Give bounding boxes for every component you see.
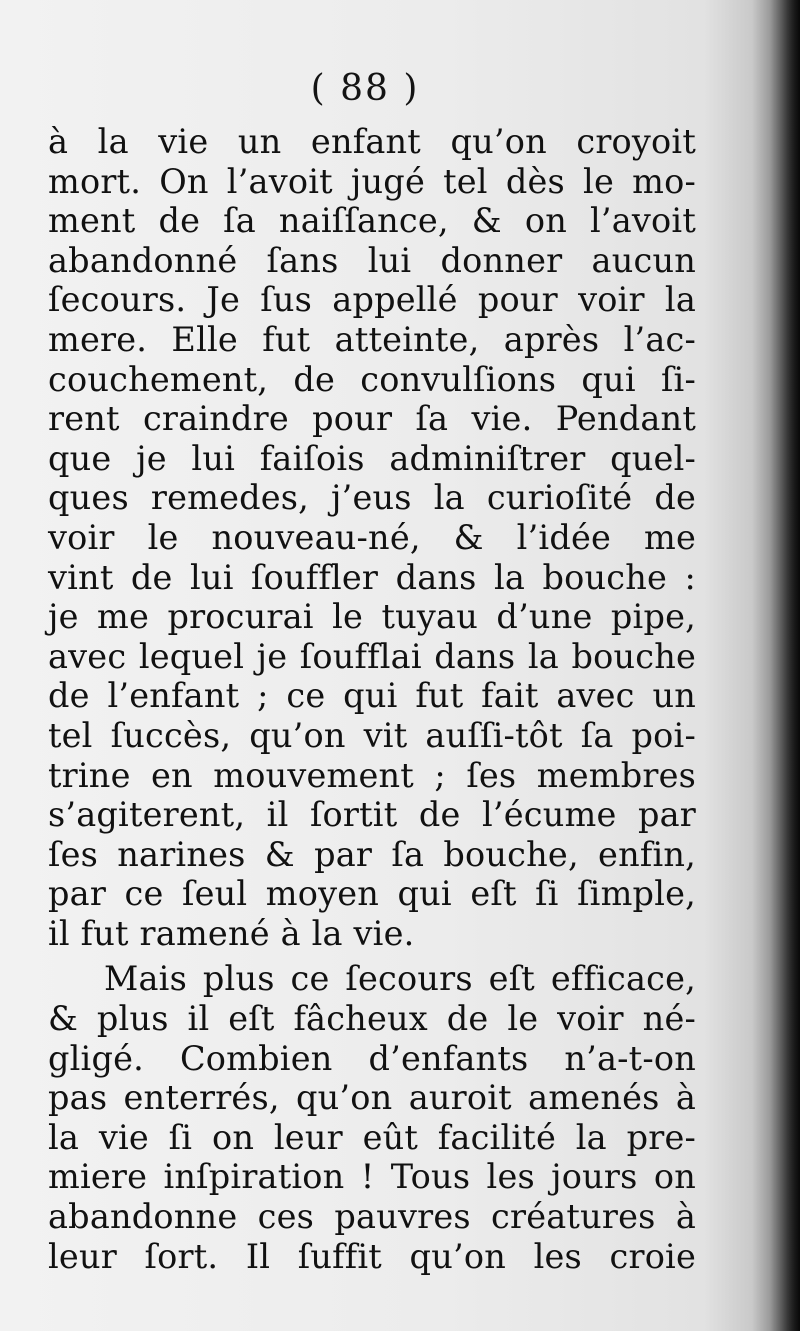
text-line: ques remedes, j’eus la curioſité de bbox=[48, 478, 696, 518]
text-line: leur ſort. Il ſuffit qu’on les croie bbox=[48, 1236, 696, 1276]
text-line: vint de lui ſouffler dans la bouche : bbox=[48, 557, 696, 597]
text-line: abandonné ſans lui donner aucun bbox=[48, 240, 696, 280]
paragraph-1 bbox=[48, 122, 696, 953]
page-number: ( 88 ) bbox=[310, 68, 420, 109]
page-text bbox=[48, 122, 696, 1276]
text-line: la vie ſi on leur eût facilité la pre- bbox=[48, 1117, 696, 1157]
text-line: il fut ramené à la vie. bbox=[48, 913, 415, 953]
text-line: s’agiterent, il ſortit de l’écume par bbox=[48, 795, 696, 835]
text-line: couchement, de convulſions qui ſi- bbox=[48, 359, 696, 399]
text-line: je me procurai le tuyau d’une pipe, bbox=[48, 597, 696, 637]
text-line: miere inſpiration ! Tous les jours on bbox=[48, 1157, 696, 1197]
text-line: de l’enfant ; ce qui fut fait avec un bbox=[48, 676, 696, 716]
text-line: & plus il eſt fâcheux de le voir né- bbox=[48, 999, 696, 1039]
paragraph-2 bbox=[48, 959, 696, 1276]
text-line: mere. Elle fut atteinte, après l’ac- bbox=[48, 319, 696, 359]
text-line: pas enterrés, qu’on auroit amenés à bbox=[48, 1078, 696, 1118]
text-line: trine en mouvement ; ſes membres bbox=[48, 755, 696, 795]
page-edge-shadow bbox=[770, 0, 800, 1331]
text-line: voir le nouveau-né, & l’idée me bbox=[48, 517, 696, 557]
text-line: avec lequel je ſoufflai dans la bouche bbox=[48, 636, 696, 676]
text-line: à la vie un enfant qu’on croyoit bbox=[48, 122, 696, 161]
text-line: gligé. Combien d’enfants n’a-t-on bbox=[48, 1038, 696, 1078]
text-line: par ce ſeul moyen qui eſt ſi ſimple, bbox=[48, 874, 696, 914]
text-line: rent craindre pour ſa vie. Pendant bbox=[48, 399, 696, 439]
text-line: mort. On l’avoit jugé tel dès le mo- bbox=[48, 161, 696, 201]
text-line: que je lui faiſois adminiſtrer quel- bbox=[48, 438, 696, 478]
text-line: ſes narines & par ſa bouche, enfin, bbox=[48, 834, 696, 874]
text-line: ment de ſa naiſſance, & on l’avoit bbox=[48, 201, 696, 241]
text-line: tel ſuccès, qu’on vit auſſi-tôt ſa poi- bbox=[48, 715, 696, 755]
text-line: ſecours. Je ſus appellé pour voir la bbox=[48, 280, 696, 320]
text-line: abandonne ces pauvres créatures à bbox=[48, 1197, 696, 1237]
text-line: Mais plus ce ſecours eſt efficace, bbox=[104, 959, 696, 999]
